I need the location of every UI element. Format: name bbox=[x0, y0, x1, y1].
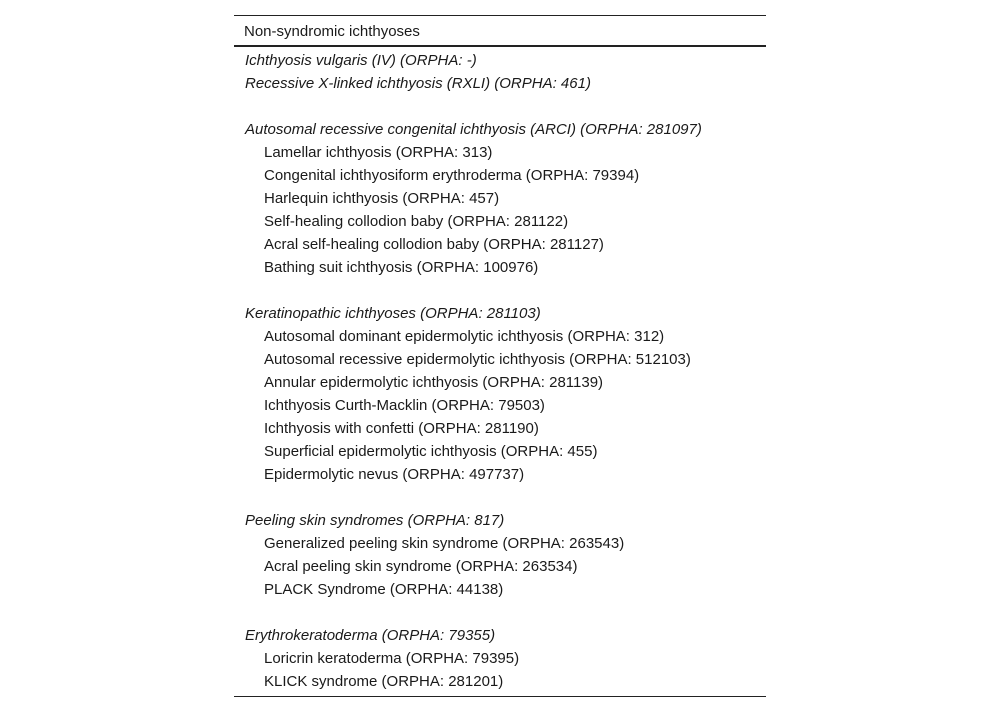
group-heading-row: Recessive X-linked ichthyosis (RXLI) (ORPHA: 461) bbox=[245, 75, 591, 92]
group-heading-row: Keratinopathic ichthyoses (ORPHA: 281103) bbox=[245, 305, 541, 322]
subtype-row: Congenital ichthyosiform erythroderma (ORPHA: 79394) bbox=[264, 167, 640, 184]
ichthyoses-table bbox=[234, 15, 766, 697]
subtype-row: Harlequin ichthyosis (ORPHA: 457) bbox=[264, 190, 500, 207]
subtype-row: Epidermolytic nevus (ORPHA: 497737) bbox=[264, 466, 525, 483]
spacer-row bbox=[234, 601, 766, 624]
subtype-row: Ichthyosis Curth-Macklin (ORPHA: 79503) bbox=[264, 397, 545, 414]
spacer-row bbox=[234, 279, 766, 302]
subtype-row: Loricrin keratoderma (ORPHA: 79395) bbox=[264, 650, 520, 667]
group-heading-row: Ichthyosis vulgaris (IV) (ORPHA: -) bbox=[245, 52, 477, 69]
subtype-row: Superficial epidermolytic ichthyosis (ORPHA: 455) bbox=[264, 443, 598, 460]
group-heading-row: Autosomal recessive congenital ichthyosis (ARCI) (ORPHA: 281097) bbox=[245, 121, 702, 138]
subtype-row: Lamellar ichthyosis (ORPHA: 313) bbox=[264, 144, 493, 161]
subtype-row: Annular epidermolytic ichthyosis (ORPHA: 281139) bbox=[264, 374, 604, 391]
spacer-row bbox=[234, 95, 766, 118]
subtype-row: Acral peeling skin syndrome (ORPHA: 263534) bbox=[264, 558, 578, 575]
subtype-row: Ichthyosis with confetti (ORPHA: 281190) bbox=[264, 420, 539, 437]
subtype-row: PLACK Syndrome (ORPHA: 44138) bbox=[264, 581, 504, 598]
table-header: Non-syndromic ichthyoses bbox=[234, 16, 766, 47]
subtype-row: Autosomal dominant epidermolytic ichthyosis (ORPHA: 312) bbox=[264, 328, 665, 345]
table-body bbox=[234, 47, 766, 693]
subtype-row: Acral self-healing collodion baby (ORPHA: 281127) bbox=[264, 236, 604, 253]
subtype-row: Self-healing collodion baby (ORPHA: 281122) bbox=[264, 213, 569, 230]
subtype-row: Generalized peeling skin syndrome (ORPHA: 263543) bbox=[264, 535, 625, 552]
subtype-row: Bathing suit ichthyosis (ORPHA: 100976) bbox=[264, 259, 539, 276]
spacer-row bbox=[234, 486, 766, 509]
subtype-row: KLICK syndrome (ORPHA: 281201) bbox=[264, 673, 504, 690]
group-heading-row: Peeling skin syndromes (ORPHA: 817) bbox=[245, 512, 505, 529]
table-bottom-rule bbox=[234, 696, 766, 697]
subtype-row: Autosomal recessive epidermolytic ichthyosis (ORPHA: 512103) bbox=[264, 351, 691, 368]
group-heading-row: Erythrokeratoderma (ORPHA: 79355) bbox=[245, 627, 496, 644]
